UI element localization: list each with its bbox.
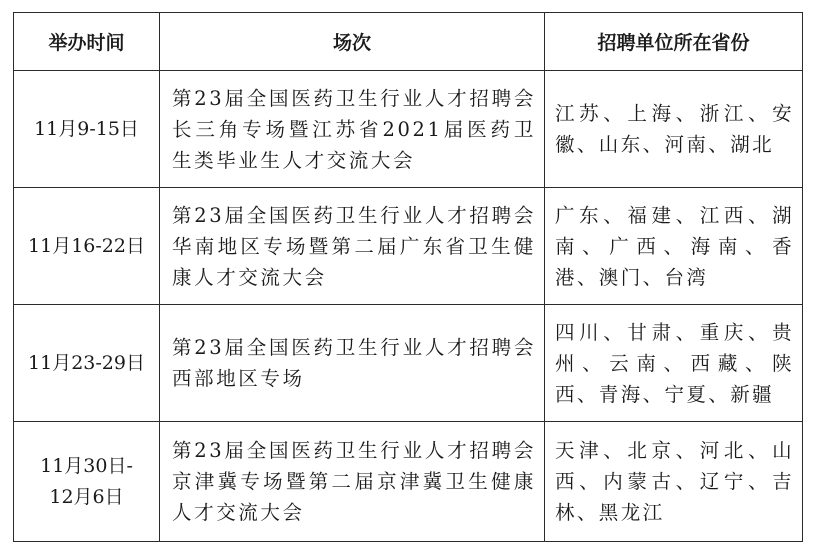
header-provinces: 招聘单位所在省份: [545, 13, 803, 71]
table-row: [14, 188, 803, 305]
recruitment-schedule-table: [13, 12, 803, 542]
cell-date-line: 11月30日-: [40, 454, 133, 477]
header-date: 举办时间: [14, 13, 160, 71]
cell-event: 第23届全国医药卫生行业人才招聘会长三角专场暨江苏省2021届医药卫生类毕业生人才交流大会: [160, 71, 545, 188]
cell-date: [14, 422, 160, 542]
table-body: [14, 71, 803, 542]
header-row: [14, 13, 803, 71]
header-event: 场次: [160, 13, 545, 71]
table-row: [14, 305, 803, 422]
table-row: [14, 422, 803, 542]
table-row: [14, 71, 803, 188]
cell-event: 第23届全国医药卫生行业人才招聘会京津冀专场暨第二届京津冀卫生健康人才交流大会: [160, 422, 545, 542]
cell-date-line: 12月6日: [49, 485, 124, 508]
cell-provinces: 江苏、上海、浙江、安徽、山东、河南、湖北: [545, 71, 803, 188]
cell-date: 11月23-29日: [14, 305, 160, 422]
cell-provinces: 四川、甘肃、重庆、贵州、云南、西藏、陕西、青海、宁夏、新疆: [545, 305, 803, 422]
cell-provinces: 天津、北京、河北、山西、内蒙古、辽宁、吉林、黑龙江: [545, 422, 803, 542]
cell-provinces: 广东、福建、江西、湖南、广西、海南、香港、澳门、台湾: [545, 188, 803, 305]
cell-date: 11月16-22日: [14, 188, 160, 305]
cell-event: 第23届全国医药卫生行业人才招聘会西部地区专场: [160, 305, 545, 422]
table-header: [14, 13, 803, 71]
cell-date: 11月9-15日: [14, 71, 160, 188]
cell-event: 第23届全国医药卫生行业人才招聘会华南地区专场暨第二届广东省卫生健康人才交流大会: [160, 188, 545, 305]
